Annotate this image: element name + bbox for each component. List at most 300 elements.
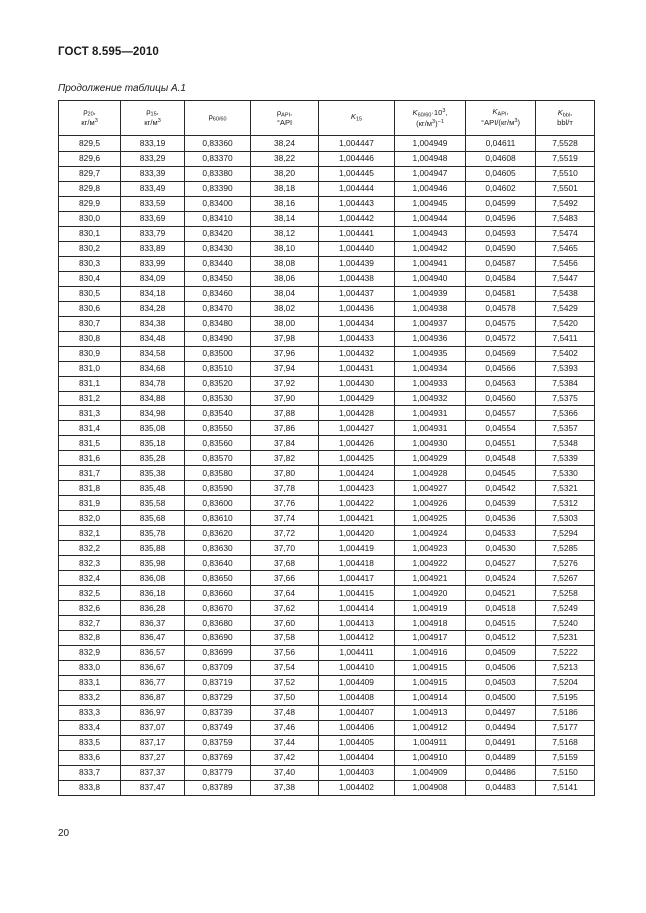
table-cell: 38,16	[251, 196, 319, 211]
table-cell: 7,5141	[536, 780, 595, 795]
table-row	[59, 361, 595, 376]
table-cell: 831,4	[59, 421, 121, 436]
document-code: ГОСТ 8.595—2010	[58, 46, 159, 58]
table-row	[59, 645, 595, 660]
table-cell: 833,49	[121, 181, 185, 196]
table-cell: 829,7	[59, 166, 121, 181]
table-cell: 0,83620	[185, 526, 251, 541]
table-cell: 37,78	[251, 481, 319, 496]
column-header-k15: K15	[319, 101, 395, 136]
table-cell: 1,004415	[319, 586, 395, 601]
table-cell: 37,94	[251, 361, 319, 376]
table-cell: 836,87	[121, 690, 185, 705]
table-cell: 830,7	[59, 316, 121, 331]
table-cell: 7,5456	[536, 256, 595, 271]
table-cell: 831,9	[59, 496, 121, 511]
table-row	[59, 391, 595, 406]
table-row	[59, 301, 595, 316]
table-cell: 1,004913	[395, 705, 466, 720]
table-cell: 1,004406	[319, 720, 395, 735]
table-cell: 7,5159	[536, 750, 595, 765]
table-cell: 38,24	[251, 136, 319, 152]
table-cell: 7,5177	[536, 720, 595, 735]
table-cell: 830,4	[59, 271, 121, 286]
table-cell: 1,004437	[319, 286, 395, 301]
table-cell: 829,5	[59, 136, 121, 152]
table-row	[59, 705, 595, 720]
table-cell: 1,004926	[395, 496, 466, 511]
table-cell: 37,60	[251, 616, 319, 631]
table-row	[59, 256, 595, 271]
table-row	[59, 166, 595, 181]
table-cell: 836,67	[121, 660, 185, 675]
table-cell: 1,004427	[319, 421, 395, 436]
table-cell: 37,74	[251, 511, 319, 526]
table-cell: 1,004442	[319, 211, 395, 226]
table-cell: 1,004939	[395, 286, 466, 301]
table-cell: 1,004431	[319, 361, 395, 376]
column-header-rho60-60: ρ60/60	[185, 101, 251, 136]
table-cell: 1,004407	[319, 705, 395, 720]
table-cell: 833,1	[59, 675, 121, 690]
table-cell: 835,88	[121, 541, 185, 556]
table-cell: 1,004412	[319, 631, 395, 646]
table-row	[59, 720, 595, 735]
table-cell: 833,29	[121, 152, 185, 167]
table-cell: 7,5294	[536, 526, 595, 541]
table-cell: 834,88	[121, 391, 185, 406]
table-cell: 0,04506	[466, 660, 536, 675]
table-cell: 1,004947	[395, 166, 466, 181]
table-cell: 0,04533	[466, 526, 536, 541]
table-cell: 7,5429	[536, 301, 595, 316]
table-cell: 1,004405	[319, 735, 395, 750]
table-cell: 7,5483	[536, 211, 595, 226]
table-cell: 1,004430	[319, 376, 395, 391]
table-cell: 7,5222	[536, 645, 595, 660]
table-cell: 38,00	[251, 316, 319, 331]
table-cell: 829,8	[59, 181, 121, 196]
table-cell: 38,18	[251, 181, 319, 196]
table-cell: 37,66	[251, 571, 319, 586]
table-cell: 0,04486	[466, 765, 536, 780]
table-cell: 38,06	[251, 271, 319, 286]
table-cell: 7,5231	[536, 631, 595, 646]
table-cell: 0,83630	[185, 541, 251, 556]
table-cell: 0,04509	[466, 645, 536, 660]
table-cell: 7,5330	[536, 466, 595, 481]
table-cell: 0,04596	[466, 211, 536, 226]
table-cell: 832,6	[59, 601, 121, 616]
table-cell: 1,004911	[395, 735, 466, 750]
table-cell: 37,90	[251, 391, 319, 406]
table-cell: 834,58	[121, 346, 185, 361]
table-cell: 1,004931	[395, 421, 466, 436]
table-cell: 37,98	[251, 331, 319, 346]
table-cell: 1,004908	[395, 780, 466, 795]
table-row	[59, 631, 595, 646]
table-cell: 7,5249	[536, 601, 595, 616]
table-cell: 836,57	[121, 645, 185, 660]
table-cell: 1,004924	[395, 526, 466, 541]
table-cell: 1,004922	[395, 556, 466, 571]
table-cell: 0,04563	[466, 376, 536, 391]
table-cell: 0,83769	[185, 750, 251, 765]
table-cell: 837,17	[121, 735, 185, 750]
table-cell: 37,80	[251, 466, 319, 481]
table-cell: 7,5501	[536, 181, 595, 196]
table-cell: 37,62	[251, 601, 319, 616]
table-cell: 0,83400	[185, 196, 251, 211]
table-row	[59, 241, 595, 256]
data-table	[58, 100, 595, 796]
table-cell: 0,04590	[466, 241, 536, 256]
table-cell: 0,04605	[466, 166, 536, 181]
table-cell: 836,08	[121, 571, 185, 586]
table-row	[59, 571, 595, 586]
table-cell: 0,83470	[185, 301, 251, 316]
table-row	[59, 675, 595, 690]
table-cell: 833,4	[59, 720, 121, 735]
table-row	[59, 780, 595, 795]
table-cell: 0,83600	[185, 496, 251, 511]
table-cell: 837,47	[121, 780, 185, 795]
table-row	[59, 735, 595, 750]
table-cell: 1,004436	[319, 301, 395, 316]
table-cell: 0,04527	[466, 556, 536, 571]
table-cell: 0,83540	[185, 406, 251, 421]
table-cell: 1,004909	[395, 765, 466, 780]
table-cell: 0,04548	[466, 451, 536, 466]
table-cell: 7,5150	[536, 765, 595, 780]
table-cell: 0,04539	[466, 496, 536, 511]
table-cell: 7,5276	[536, 556, 595, 571]
table-cell: 1,004929	[395, 451, 466, 466]
table-cell: 1,004918	[395, 616, 466, 631]
table-cell: 836,37	[121, 616, 185, 631]
table-cell: 0,83650	[185, 571, 251, 586]
table-cell: 831,3	[59, 406, 121, 421]
table-row	[59, 601, 595, 616]
table-header-row	[59, 101, 595, 136]
table-cell: 832,5	[59, 586, 121, 601]
table-cell: 37,42	[251, 750, 319, 765]
table-cell: 1,004425	[319, 451, 395, 466]
table-cell: 0,04599	[466, 196, 536, 211]
table-cell: 37,54	[251, 660, 319, 675]
table-cell: 1,004919	[395, 601, 466, 616]
table-cell: 7,5528	[536, 136, 595, 152]
table-cell: 833,19	[121, 136, 185, 152]
table-cell: 1,004408	[319, 690, 395, 705]
table-row	[59, 286, 595, 301]
table-row	[59, 346, 595, 361]
table-cell: 0,83749	[185, 720, 251, 735]
table-cell: 7,5312	[536, 496, 595, 511]
table-cell: 0,83370	[185, 152, 251, 167]
table-cell: 1,004948	[395, 152, 466, 167]
table-cell: 0,83360	[185, 136, 251, 152]
table-cell: 0,83460	[185, 286, 251, 301]
table-cell: 37,88	[251, 406, 319, 421]
table-cell: 1,004409	[319, 675, 395, 690]
table-cell: 0,04602	[466, 181, 536, 196]
column-header-k60-60: $K60/60\cdot 10^3$, $(кг/м^3)^{-1}$	[395, 101, 466, 136]
table-row	[59, 421, 595, 436]
table-cell: 0,83690	[185, 631, 251, 646]
table-cell: 0,04569	[466, 346, 536, 361]
table-cell: 1,004432	[319, 346, 395, 361]
table-cell: 837,37	[121, 765, 185, 780]
table-cell: 38,08	[251, 256, 319, 271]
table-cell: 7,5240	[536, 616, 595, 631]
table-cell: 0,83590	[185, 481, 251, 496]
table-cell: 37,68	[251, 556, 319, 571]
table-cell: 1,004445	[319, 166, 395, 181]
table-cell: 7,5267	[536, 571, 595, 586]
table-cell: 1,004423	[319, 481, 395, 496]
table-cell: 834,28	[121, 301, 185, 316]
table-cell: 831,7	[59, 466, 121, 481]
table-cell: 0,04530	[466, 541, 536, 556]
table-row	[59, 616, 595, 631]
table-cell: 0,83480	[185, 316, 251, 331]
table-row	[59, 181, 595, 196]
table-cell: 831,0	[59, 361, 121, 376]
table-cell: 0,04557	[466, 406, 536, 421]
table-cell: 832,3	[59, 556, 121, 571]
table-cell: 0,83490	[185, 331, 251, 346]
table-cell: 1,004917	[395, 631, 466, 646]
table-cell: 1,004944	[395, 211, 466, 226]
table-cell: 0,04611	[466, 136, 536, 152]
table-row	[59, 481, 595, 496]
table-row	[59, 466, 595, 481]
table-cell: 0,83610	[185, 511, 251, 526]
table-cell: 7,5375	[536, 391, 595, 406]
table-cell: 832,1	[59, 526, 121, 541]
table-cell: 836,77	[121, 675, 185, 690]
table-cell: 1,004443	[319, 196, 395, 211]
table-cell: 1,004438	[319, 271, 395, 286]
table-cell: 834,68	[121, 361, 185, 376]
table-cell: 1,004934	[395, 361, 466, 376]
table-cell: 833,5	[59, 735, 121, 750]
table-cell: 1,004420	[319, 526, 395, 541]
table-cell: 1,004421	[319, 511, 395, 526]
table-cell: 833,59	[121, 196, 185, 211]
column-header-rho20: ρ20, $кг/м^3$	[59, 101, 121, 136]
table-cell: 0,83759	[185, 735, 251, 750]
table-cell: 0,83560	[185, 436, 251, 451]
table-cell: 0,83580	[185, 466, 251, 481]
table-cell: 37,58	[251, 631, 319, 646]
table-cell: 37,72	[251, 526, 319, 541]
table-cell: 38,04	[251, 286, 319, 301]
table-cell: 830,0	[59, 211, 121, 226]
table-cell: 7,5519	[536, 152, 595, 167]
table-cell: 834,98	[121, 406, 185, 421]
table-cell: 830,8	[59, 331, 121, 346]
table-cell: 0,83550	[185, 421, 251, 436]
table-cell: 834,78	[121, 376, 185, 391]
column-header-k-api: KAPI, $^\circ API/(кг/м^3)$	[466, 101, 536, 136]
table-cell: 1,004921	[395, 571, 466, 586]
table-cell: 37,70	[251, 541, 319, 556]
table-cell: 833,7	[59, 765, 121, 780]
table-cell: 833,69	[121, 211, 185, 226]
table-cell: 0,83719	[185, 675, 251, 690]
table-cell: 7,5357	[536, 421, 595, 436]
table-cell: 1,004440	[319, 241, 395, 256]
table-cell: 0,83640	[185, 556, 251, 571]
table-cell: 0,83440	[185, 256, 251, 271]
table-cell: 831,5	[59, 436, 121, 451]
table-cell: 835,98	[121, 556, 185, 571]
table-cell: 0,04581	[466, 286, 536, 301]
column-header-k-bbl: Kbbl, bbl/т	[536, 101, 595, 136]
table-cell: 1,004945	[395, 196, 466, 211]
table-row	[59, 196, 595, 211]
table-cell: 830,6	[59, 301, 121, 316]
table-cell: 1,004941	[395, 256, 466, 271]
table-cell: 37,38	[251, 780, 319, 795]
table-cell: 7,5510	[536, 166, 595, 181]
table-cell: 38,14	[251, 211, 319, 226]
table-cell: 7,5213	[536, 660, 595, 675]
table-cell: 830,1	[59, 226, 121, 241]
table-cell: 0,83709	[185, 660, 251, 675]
table-cell: 830,2	[59, 241, 121, 256]
table-cell: 1,004434	[319, 316, 395, 331]
table-cell: 38,12	[251, 226, 319, 241]
table-cell: 1,004414	[319, 601, 395, 616]
table-cell: 7,5411	[536, 331, 595, 346]
table-cell: 835,68	[121, 511, 185, 526]
table-cell: 1,004942	[395, 241, 466, 256]
table-cell: 1,004439	[319, 256, 395, 271]
table-cell: 7,5195	[536, 690, 595, 705]
table-cell: 1,004932	[395, 391, 466, 406]
table-row	[59, 586, 595, 601]
table-cell: 7,5168	[536, 735, 595, 750]
table-cell: 1,004426	[319, 436, 395, 451]
table-cell: 836,47	[121, 631, 185, 646]
table-cell: 7,5447	[536, 271, 595, 286]
table-cell: 7,5420	[536, 316, 595, 331]
table-cell: 835,78	[121, 526, 185, 541]
table-cell: 0,83380	[185, 166, 251, 181]
table-cell: 1,004946	[395, 181, 466, 196]
table-cell: 831,1	[59, 376, 121, 391]
table-cell: 832,4	[59, 571, 121, 586]
table-cell: 1,004937	[395, 316, 466, 331]
table-cell: 7,5366	[536, 406, 595, 421]
table-cell: 38,10	[251, 241, 319, 256]
table-cell: 833,39	[121, 166, 185, 181]
table-row	[59, 226, 595, 241]
table-cell: 1,004912	[395, 720, 466, 735]
table-body	[59, 136, 595, 796]
table-cell: 37,44	[251, 735, 319, 750]
table-cell: 37,92	[251, 376, 319, 391]
table-cell: 0,83390	[185, 181, 251, 196]
table-cell: 833,8	[59, 780, 121, 795]
table-cell: 833,89	[121, 241, 185, 256]
table-cell: 1,004915	[395, 675, 466, 690]
table-cell: 1,004935	[395, 346, 466, 361]
table-cell: 0,04554	[466, 421, 536, 436]
table-cell: 830,3	[59, 256, 121, 271]
table-cell: 1,004413	[319, 616, 395, 631]
table-cell: 7,5402	[536, 346, 595, 361]
table-row	[59, 556, 595, 571]
column-header-rho15: ρ15, $кг/м^3$	[121, 101, 185, 136]
table-caption: Продолжение таблицы А.1	[58, 83, 186, 94]
table-row	[59, 316, 595, 331]
column-header-rho-api: ρAPI, °API	[251, 101, 319, 136]
table-row	[59, 211, 595, 226]
table-row	[59, 406, 595, 421]
table-cell: 835,28	[121, 451, 185, 466]
table-cell: 1,004433	[319, 331, 395, 346]
table-cell: 831,8	[59, 481, 121, 496]
table-row	[59, 511, 595, 526]
table-cell: 835,58	[121, 496, 185, 511]
table-cell: 1,004916	[395, 645, 466, 660]
table-cell: 833,79	[121, 226, 185, 241]
table-row	[59, 526, 595, 541]
table-cell: 0,04593	[466, 226, 536, 241]
table-cell: 1,004403	[319, 765, 395, 780]
table-cell: 7,5258	[536, 586, 595, 601]
table-cell: 1,004419	[319, 541, 395, 556]
table-cell: 1,004411	[319, 645, 395, 660]
table-cell: 1,004402	[319, 780, 395, 795]
table-cell: 7,5492	[536, 196, 595, 211]
table-cell: 0,83520	[185, 376, 251, 391]
table-cell: 0,04587	[466, 256, 536, 271]
table-cell: 834,38	[121, 316, 185, 331]
table-cell: 1,004428	[319, 406, 395, 421]
table-cell: 0,04494	[466, 720, 536, 735]
table-cell: 1,004936	[395, 331, 466, 346]
table-cell: 37,82	[251, 451, 319, 466]
table-cell: 1,004925	[395, 511, 466, 526]
table-cell: 833,0	[59, 660, 121, 675]
table-cell: 37,86	[251, 421, 319, 436]
table-cell: 834,18	[121, 286, 185, 301]
table-cell: 37,52	[251, 675, 319, 690]
table-cell: 837,07	[121, 720, 185, 735]
table-cell: 0,83680	[185, 616, 251, 631]
table-cell: 7,5321	[536, 481, 595, 496]
table-row	[59, 496, 595, 511]
table-cell: 833,2	[59, 690, 121, 705]
table-cell: 0,83410	[185, 211, 251, 226]
table-cell: 0,04578	[466, 301, 536, 316]
table-cell: 832,2	[59, 541, 121, 556]
table-cell: 832,8	[59, 631, 121, 646]
table-cell: 1,004418	[319, 556, 395, 571]
table-cell: 1,004923	[395, 541, 466, 556]
table-cell: 7,5438	[536, 286, 595, 301]
table-cell: 0,04512	[466, 631, 536, 646]
page-number: 20	[58, 828, 70, 839]
table-cell: 0,04489	[466, 750, 536, 765]
table-cell: 1,004930	[395, 436, 466, 451]
table-cell: 834,48	[121, 331, 185, 346]
